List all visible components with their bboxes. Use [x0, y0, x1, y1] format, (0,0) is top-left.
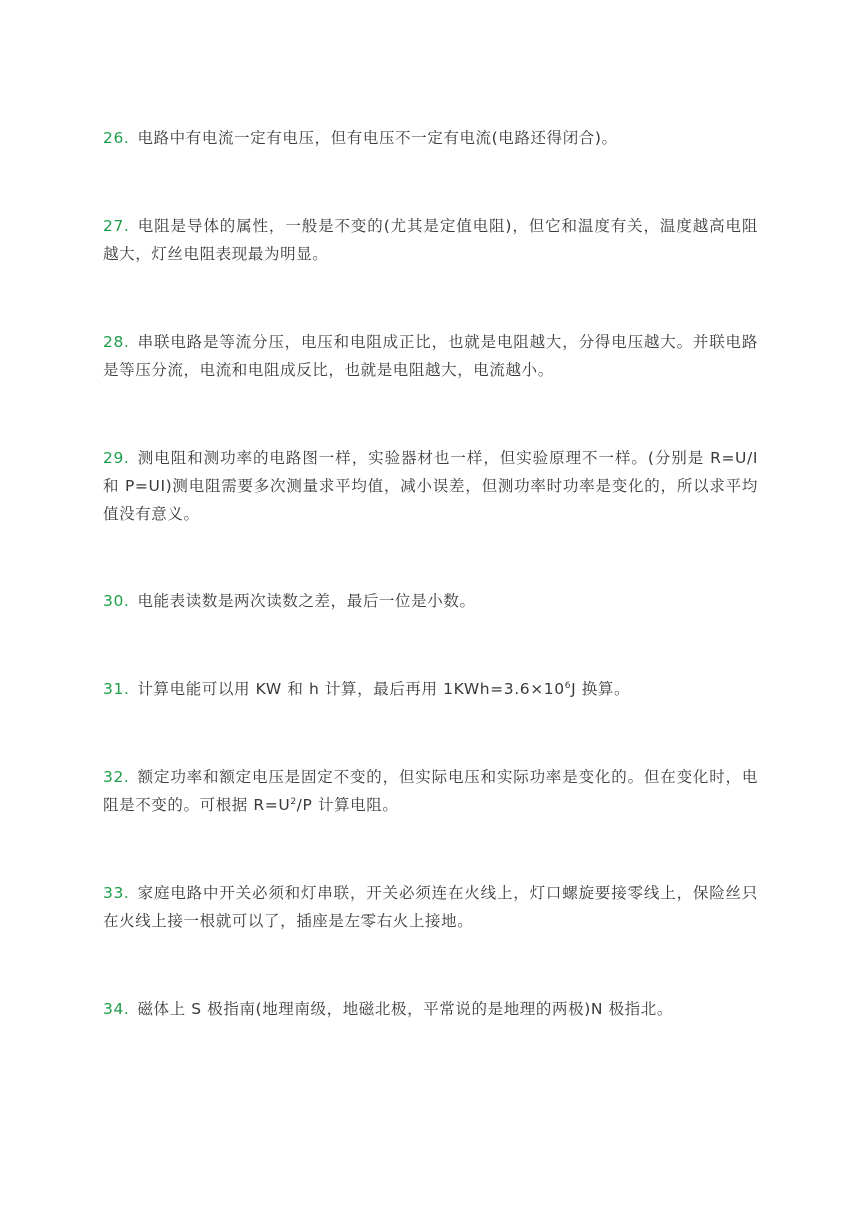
list-item — [103, 328, 758, 384]
item-number: 30. — [103, 592, 130, 610]
item-number: 29. — [103, 449, 130, 467]
list-item — [103, 879, 758, 935]
superscript: 6 — [564, 680, 572, 691]
item-text: 测电阻和测功率的电路图一样，实验器材也一样，但实验原理不一样。(分别是 R=U/I 和 P=UI)测电阻需要多次测量求平均值，减小误差，但测功率时功率是变化的，所以求平均值没有意义。 — [103, 449, 758, 523]
item-number: 33. — [103, 884, 130, 902]
item-text-before: 计算电能可以用 KW 和 h 计算，最后再用 1KWh=3.6×10 — [137, 680, 565, 698]
list-item — [103, 675, 758, 703]
superscript: 2 — [290, 796, 297, 807]
list-item — [103, 212, 758, 268]
item-text: 电阻是导体的属性，一般是不变的(尤其是定值电阻)，但它和温度有关，温度越高电阻越大，灯丝电阻表现最为明显。 — [103, 217, 758, 263]
item-number: 28. — [103, 333, 130, 351]
list-item — [103, 995, 758, 1023]
item-text: 家庭电路中开关必须和灯串联，开关必须连在火线上，灯口螺旋要接零线上，保险丝只在火线上接一根就可以了，插座是左零右火上接地。 — [103, 884, 758, 930]
item-number: 27. — [103, 217, 130, 235]
item-number: 31. — [103, 680, 130, 698]
item-text: 磁体上 S 极指南(地理南级，地磁北极，平常说的是地理的两极)N 极指北。 — [137, 1000, 673, 1018]
item-text: 电能表读数是两次读数之差，最后一位是小数。 — [137, 592, 476, 610]
item-text-before: 额定功率和额定电压是固定不变的，但实际电压和实际功率是变化的。但在变化时，电阻是不变的。可根据 R=U — [103, 768, 758, 814]
item-number: 26. — [103, 129, 130, 147]
item-text: 电路中有电流一定有电压，但有电压不一定有电流(电路还得闭合)。 — [137, 129, 618, 147]
list-item — [103, 444, 758, 528]
list-item — [103, 587, 758, 615]
item-text-after: /P 计算电阻。 — [296, 796, 399, 814]
list-item — [103, 124, 758, 152]
item-text-after: J 换算。 — [571, 680, 631, 698]
item-text: 串联电路是等流分压，电压和电阻成正比，也就是电阻越大，分得电压越大。并联电路是等压分流，电流和电阻成反比，也就是电阻越大，电流越小。 — [103, 333, 758, 379]
list-item — [103, 763, 758, 819]
item-number: 32. — [103, 768, 130, 786]
item-number: 34. — [103, 1000, 130, 1018]
